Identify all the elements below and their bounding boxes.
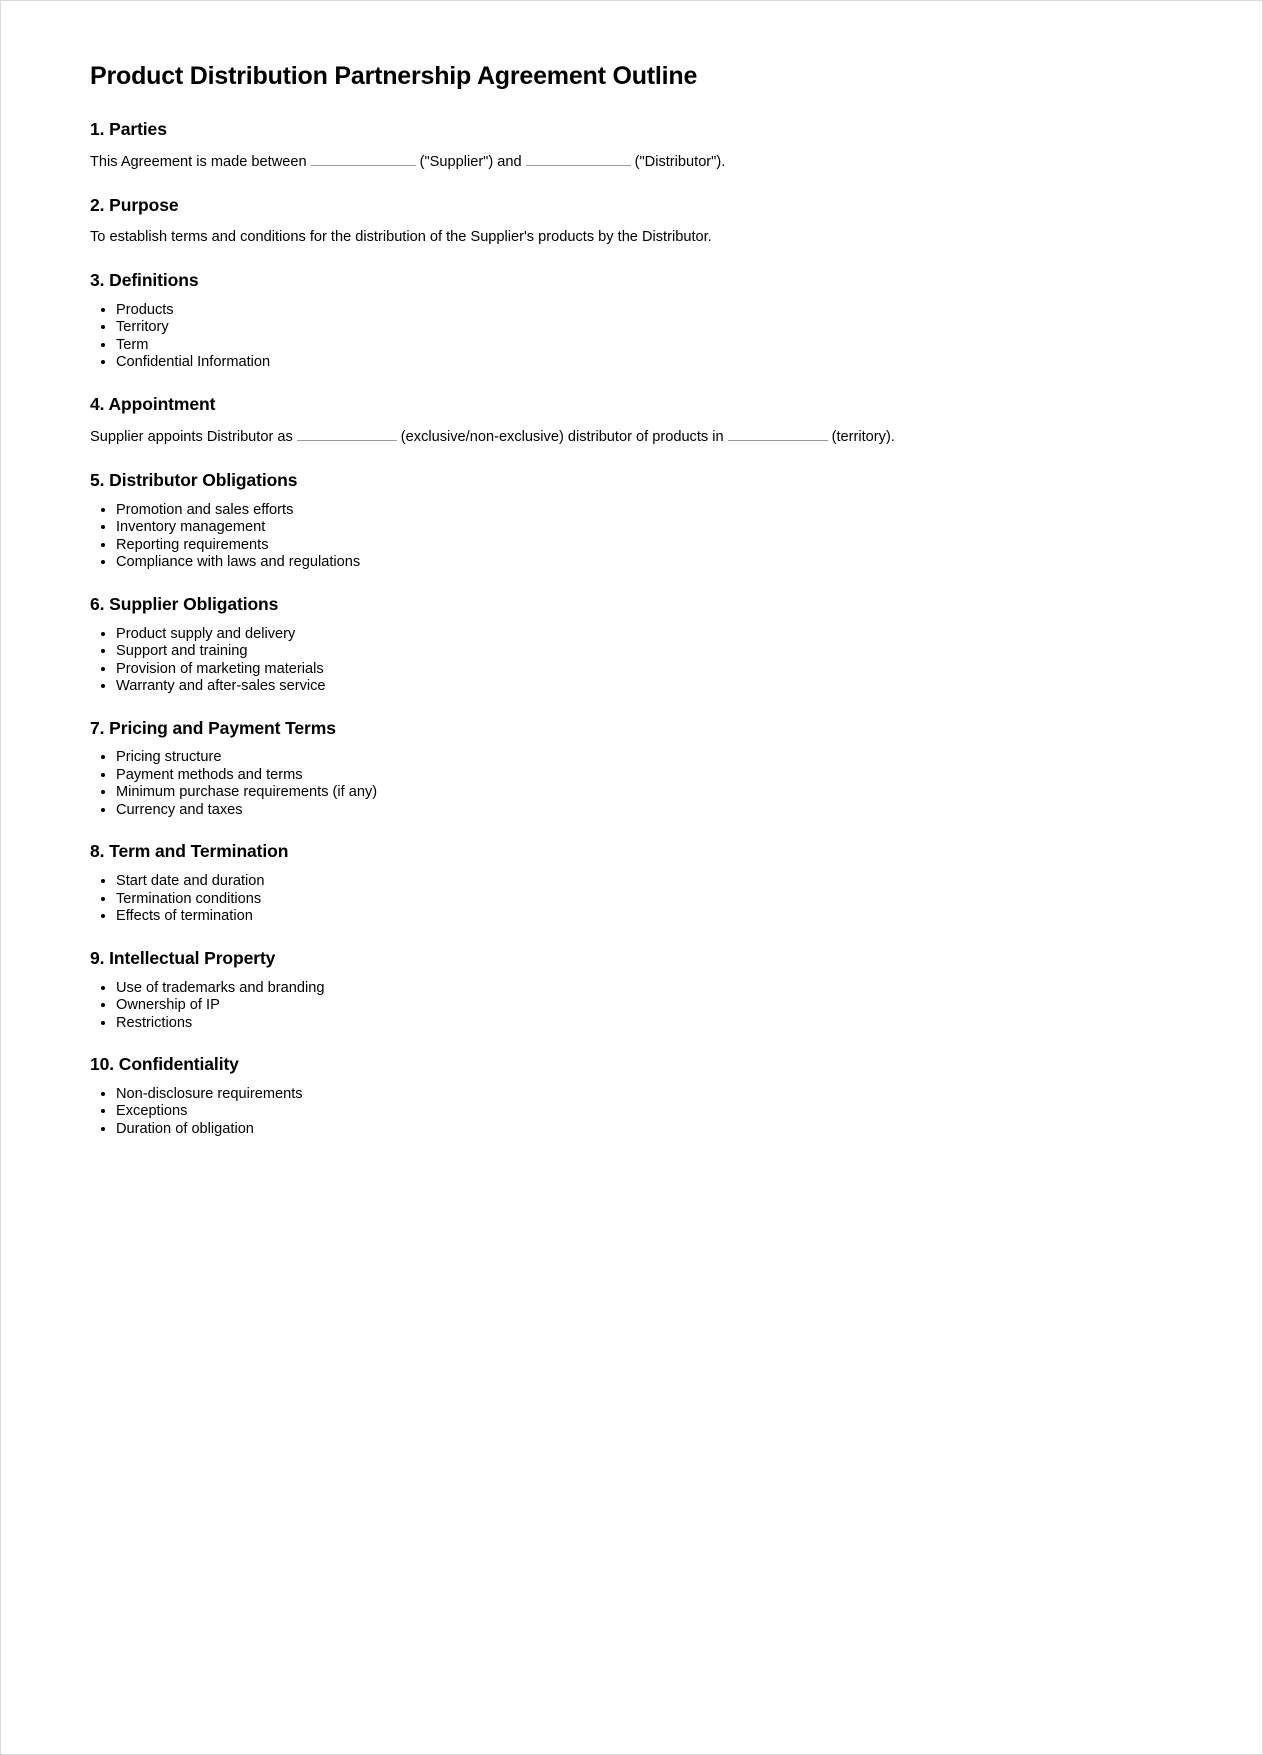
list-item: • Term — [116, 337, 1090, 354]
section-supplier-obligations — [90, 594, 1090, 696]
exclusivity-blank[interactable] — [297, 426, 397, 441]
list-item: • Effects of termination — [116, 908, 1090, 925]
list-item: • Promotion and sales efforts — [116, 502, 1090, 519]
list-item: • Inventory management — [116, 519, 1090, 536]
appointment-statement — [90, 426, 1090, 448]
section-heading-confidentiality: 10. Confidentiality — [90, 1054, 239, 1074]
list-item: • Confidential Information — [116, 354, 1090, 371]
list-item: • Territory — [116, 319, 1090, 336]
pricing-payment-list — [90, 749, 1090, 819]
list-item: • Non-disclosure requirements — [116, 1086, 1090, 1103]
section-heading-parties: 1. Parties — [90, 119, 167, 139]
confidentiality-list — [90, 1086, 1090, 1138]
list-item: • Reporting requirements — [116, 537, 1090, 554]
list-item: • Start date and duration — [116, 873, 1090, 890]
supplier-obligations-list — [90, 626, 1090, 696]
section-heading-purpose: 2. Purpose — [90, 195, 179, 216]
distributor-name-blank[interactable] — [526, 151, 631, 166]
distributor-obligations-list — [90, 502, 1090, 572]
page-title: Product Distribution Partnership Agreement Outline — [90, 62, 698, 90]
parties-statement — [90, 151, 1090, 173]
appointment-text-3: (territory). — [831, 428, 895, 445]
section-intellectual-property — [90, 948, 1090, 1032]
supplier-name-blank[interactable] — [311, 151, 416, 166]
appointment-text-1: Supplier appoints Distributor as — [90, 428, 293, 445]
list-item: • Restrictions — [116, 1015, 1090, 1032]
list-item: • Compliance with laws and regulations — [116, 554, 1090, 571]
section-heading-term-termination: 8. Term and Termination — [90, 841, 289, 862]
territory-blank[interactable] — [728, 426, 828, 441]
list-item: • Warranty and after-sales service — [116, 678, 1090, 695]
parties-text-3: ("Distributor"). — [634, 153, 726, 170]
section-definitions — [90, 270, 1090, 372]
list-item: • Product supply and delivery — [116, 626, 1090, 643]
list-item: • Products — [116, 302, 1090, 319]
parties-text-1: This Agreement is made between — [90, 153, 307, 170]
section-pricing-payment-terms — [90, 718, 1090, 820]
section-confidentiality — [90, 1054, 1090, 1138]
definitions-list — [90, 302, 1090, 372]
parties-text-2: ("Supplier") and — [419, 153, 522, 170]
list-item: • Provision of marketing materials — [116, 661, 1090, 678]
intellectual-property-list — [90, 980, 1090, 1032]
list-item: • Exceptions — [116, 1103, 1090, 1120]
section-heading-intellectual-property: 9. Intellectual Property — [90, 947, 276, 968]
section-distributor-obligations — [90, 470, 1090, 572]
list-item: • Pricing structure — [116, 749, 1090, 766]
section-appointment — [90, 394, 1090, 448]
section-heading-supplier-obligations: 6. Supplier Obligations — [90, 593, 279, 614]
section-term-termination — [90, 841, 1090, 925]
section-purpose — [90, 195, 1090, 248]
list-item: • Support and training — [116, 643, 1090, 660]
purpose-paragraph: To establish terms and conditions for the distribution of the Supplier's products by the Distributor. — [90, 228, 712, 245]
section-heading-definitions: 3. Definitions — [90, 270, 199, 291]
list-item: • Duration of obligation — [116, 1121, 1090, 1138]
list-item: • Termination conditions — [116, 891, 1090, 908]
list-item: • Currency and taxes — [116, 802, 1090, 819]
list-item: • Payment methods and terms — [116, 767, 1090, 784]
list-item: • Minimum purchase requirements (if any) — [116, 784, 1090, 801]
list-item: • Ownership of IP — [116, 997, 1090, 1014]
term-termination-list — [90, 873, 1090, 925]
section-parties — [90, 119, 1090, 173]
list-item: • Use of trademarks and branding — [116, 980, 1090, 997]
section-heading-appointment: 4. Appointment — [90, 393, 216, 414]
section-heading-pricing-payment-terms: 7. Pricing and Payment Terms — [90, 717, 336, 738]
appointment-text-2: (exclusive/non-exclusive) distributor of products in — [400, 428, 724, 445]
section-heading-distributor-obligations: 5. Distributor Obligations — [90, 469, 298, 490]
document-body — [90, 61, 1090, 1144]
